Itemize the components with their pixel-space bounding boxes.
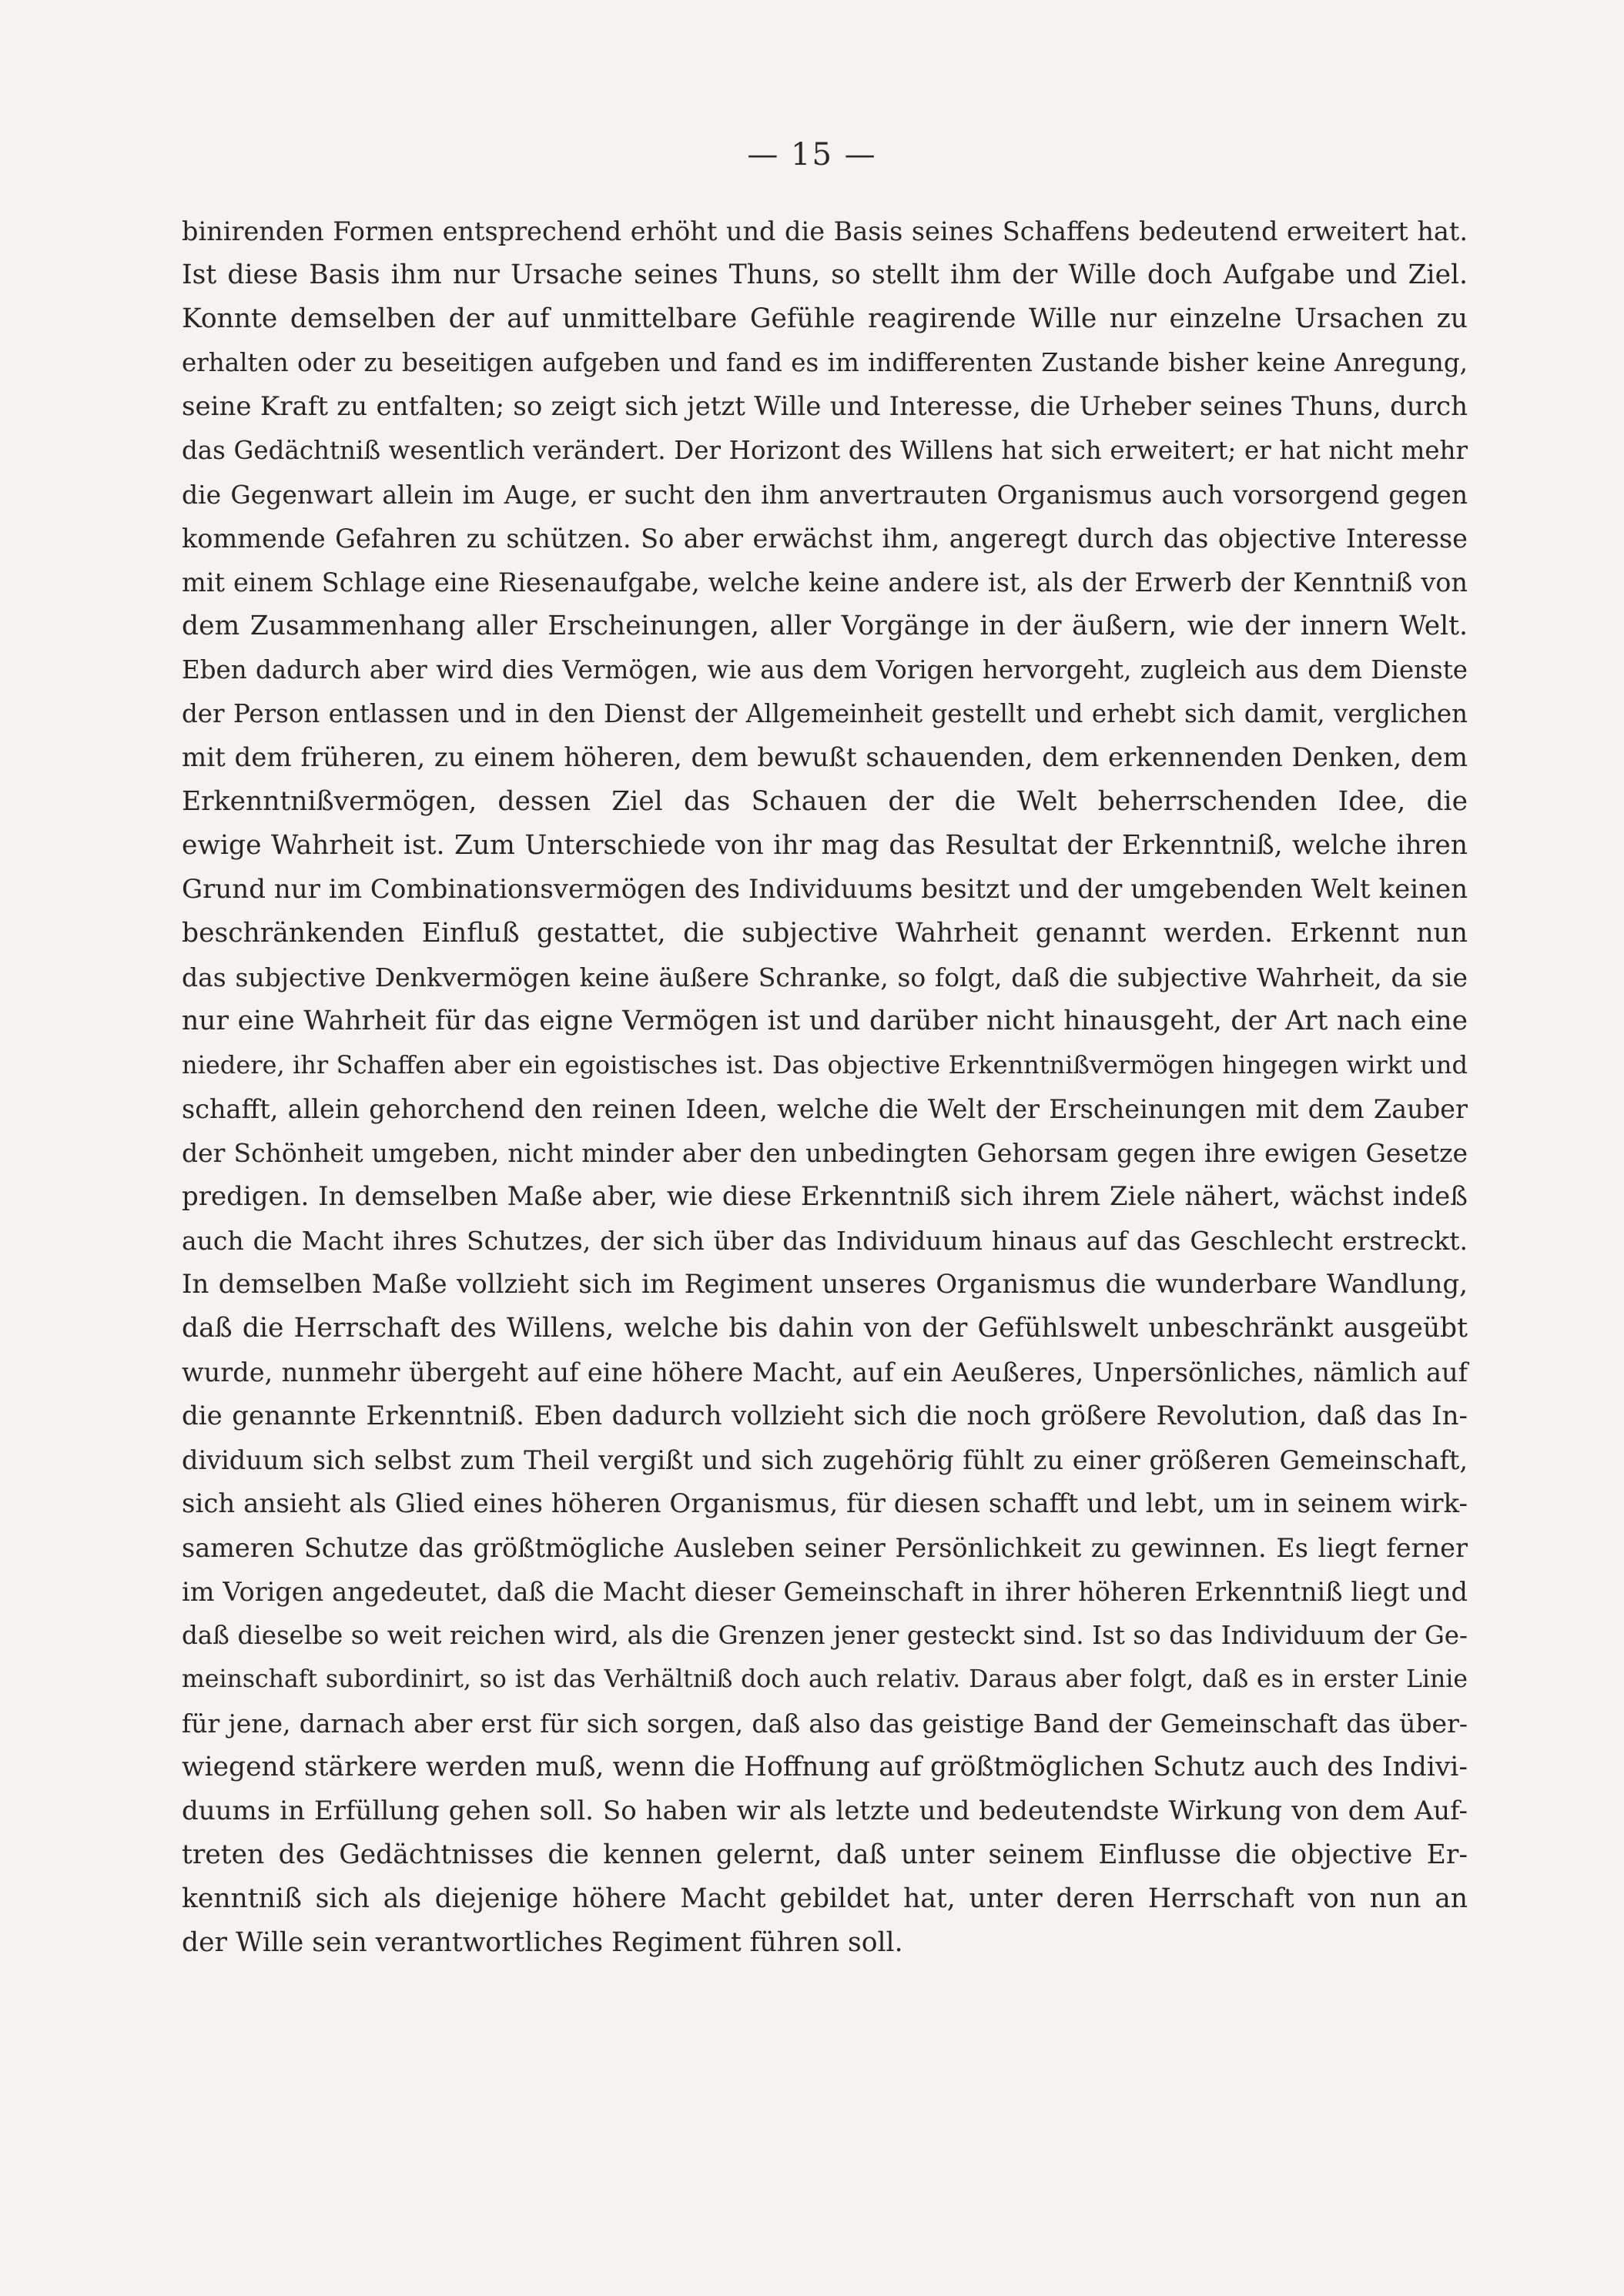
text-line: sich ansieht als Glied eines höheren Organismus, für diesen schafft und lebt, um in seinem wirk- — [182, 1488, 1468, 1519]
text-line: treten des Gedächtnisses die kennen gelernt, daß unter seinem Einflusse die objective Er- — [182, 1839, 1468, 1870]
text-line: im Vorigen angedeutet, daß die Macht dieser Gemeinschaft in ihrer höheren Erkenntniß liegt und — [182, 1577, 1468, 1607]
text-line: schafft, allein gehorchend den reinen Ideen, welche die Welt der Erscheinungen mit dem Zauber — [182, 1094, 1468, 1124]
text-line: der Wille sein verantwortliches Regiment führen soll. — [182, 1927, 903, 1958]
text-line: auch die Macht ihres Schutzes, der sich über das Individuum hinaus auf das Geschlecht erstreckt. — [182, 1226, 1468, 1256]
text-line: wiegend stärkere werden muß, wenn die Hoffnung auf größtmöglichen Schutz auch des Indivi- — [182, 1752, 1468, 1782]
text-line: dem Zusammenhang aller Erscheinungen, aller Vorgänge in der äußern, wie der innern Welt. — [182, 611, 1468, 641]
text-line: daß dieselbe so weit reichen wird, als die Grenzen jener gesteckt sind. Ist so das Individuum der Ge- — [182, 1621, 1468, 1650]
text-line: beschränkenden Einfluß gestattet, die subjective Wahrheit genannt werden. Erkennt nun — [182, 918, 1468, 949]
text-line: dividuum sich selbst zum Theil vergißt und sich zugehörig fühlt zu einer größeren Gemeinschaft, — [182, 1445, 1468, 1475]
text-line: Grund nur im Combinationsvermögen des Individuums besitzt und der umgebenden Welt keinen — [182, 874, 1468, 905]
text-line: ewige Wahrheit ist. Zum Unterschiede von ihr mag das Resultat der Erkenntniß, welche ihren — [182, 830, 1468, 861]
text-line: sameren Schutze das größtmögliche Ausleben seiner Persönlichkeit zu gewinnen. Es liegt ferner — [182, 1533, 1468, 1563]
text-line: die Gegenwart allein im Auge, er sucht den ihm anvertrauten Organismus auch vorsorgend gegen — [182, 480, 1468, 510]
text-line: Erkenntnißvermögen, dessen Ziel das Schauen der die Welt beherrschenden Idee, die — [182, 786, 1468, 817]
text-line: seine Kraft zu entfalten; so zeigt sich jetzt Wille und Interesse, die Urheber seines Thuns, durch — [182, 391, 1468, 422]
text-line: das Gedächtniß wesentlich verändert. Der Horizont des Willens hat sich erweitert; er hat nicht mehr — [182, 436, 1468, 465]
text-line: der Schönheit umgeben, nicht minder aber den unbedingten Gehorsam gegen ihre ewigen Gesetze — [182, 1138, 1468, 1168]
text-line: In demselben Maße vollzieht sich im Regiment unseres Organismus die wunderbare Wandlung, — [182, 1269, 1468, 1300]
text-line: das subjective Denkvermögen keine äußere Schranke, so folgt, daß die subjective Wahrheit, da sie — [182, 962, 1468, 992]
text-line: der Person entlassen und in den Dienst der Allgemeinheit gestellt und erhebt sich damit, verglichen — [182, 699, 1468, 728]
text-line: niedere, ihr Schaffen aber ein egoistisches ist. Das objective Erkenntnißvermögen hingegen wirkt und — [182, 1050, 1468, 1079]
text-line: predigen. In demselben Maße aber, wie diese Erkenntniß sich ihrem Ziele nähert, wächst indeß — [182, 1181, 1468, 1212]
text-line: nur eine Wahrheit für das eigne Vermögen ist und darüber nicht hinausgeht, der Art nach eine — [182, 1006, 1468, 1036]
text-line: Eben dadurch aber wird dies Vermögen, wie aus dem Vorigen hervorgeht, zugleich aus dem Dienste — [182, 655, 1468, 684]
text-line: Konnte demselben der auf unmittelbare Gefühle reagirende Wille nur einzelne Ursachen zu — [182, 303, 1468, 334]
text-line: binirenden Formen entsprechend erhöht und die Basis seines Schaffens bedeutend erweitert hat. — [182, 216, 1468, 246]
text-line: Ist diese Basis ihm nur Ursache seines Thuns, so stellt ihm der Wille doch Aufgabe und Ziel. — [182, 259, 1468, 290]
text-line: duums in Erfüllung gehen soll. So haben wir als letzte und bedeutendste Wirkung von dem Auf- — [182, 1796, 1468, 1826]
text-line: wurde, nunmehr übergeht auf eine höhere Macht, auf ein Aeußeres, Unpersönliches, nämlich auf — [182, 1357, 1468, 1387]
page-number: — 15 — — [747, 137, 877, 172]
text-line: kommende Gefahren zu schützen. So aber erwächst ihm, angeregt durch das objective Interesse — [182, 524, 1468, 554]
text-line: mit einem Schlage eine Riesenaufgabe, welche keine andere ist, als der Erwerb der Kenntniß von — [182, 567, 1468, 597]
text-line: erhalten oder zu beseitigen aufgeben und fand es im indifferenten Zustande bisher keine Anregung, — [182, 348, 1468, 377]
body-text — [182, 209, 1468, 1965]
text-line: die genannte Erkenntniß. Eben dadurch vollzieht sich die noch größere Revolution, daß das In- — [182, 1401, 1468, 1431]
text-line: für jene, darnach aber erst für sich sorgen, daß also das geistige Band der Gemeinschaft das über- — [182, 1709, 1468, 1739]
text-line: mit dem früheren, zu einem höheren, dem bewußt schauenden, dem erkennenden Denken, dem — [182, 742, 1468, 773]
text-line: daß die Herrschaft des Willens, welche bis dahin von der Gefühlswelt unbeschränkt ausgeübt — [182, 1313, 1468, 1344]
text-line: meinschaft subordinirt, so ist das Verhältniß doch auch relativ. Daraus aber folgt, daß es in erster Linie — [182, 1665, 1468, 1693]
text-line: kenntniß sich als diejenige höhere Macht gebildet hat, unter deren Herrschaft von nun an — [182, 1883, 1468, 1914]
